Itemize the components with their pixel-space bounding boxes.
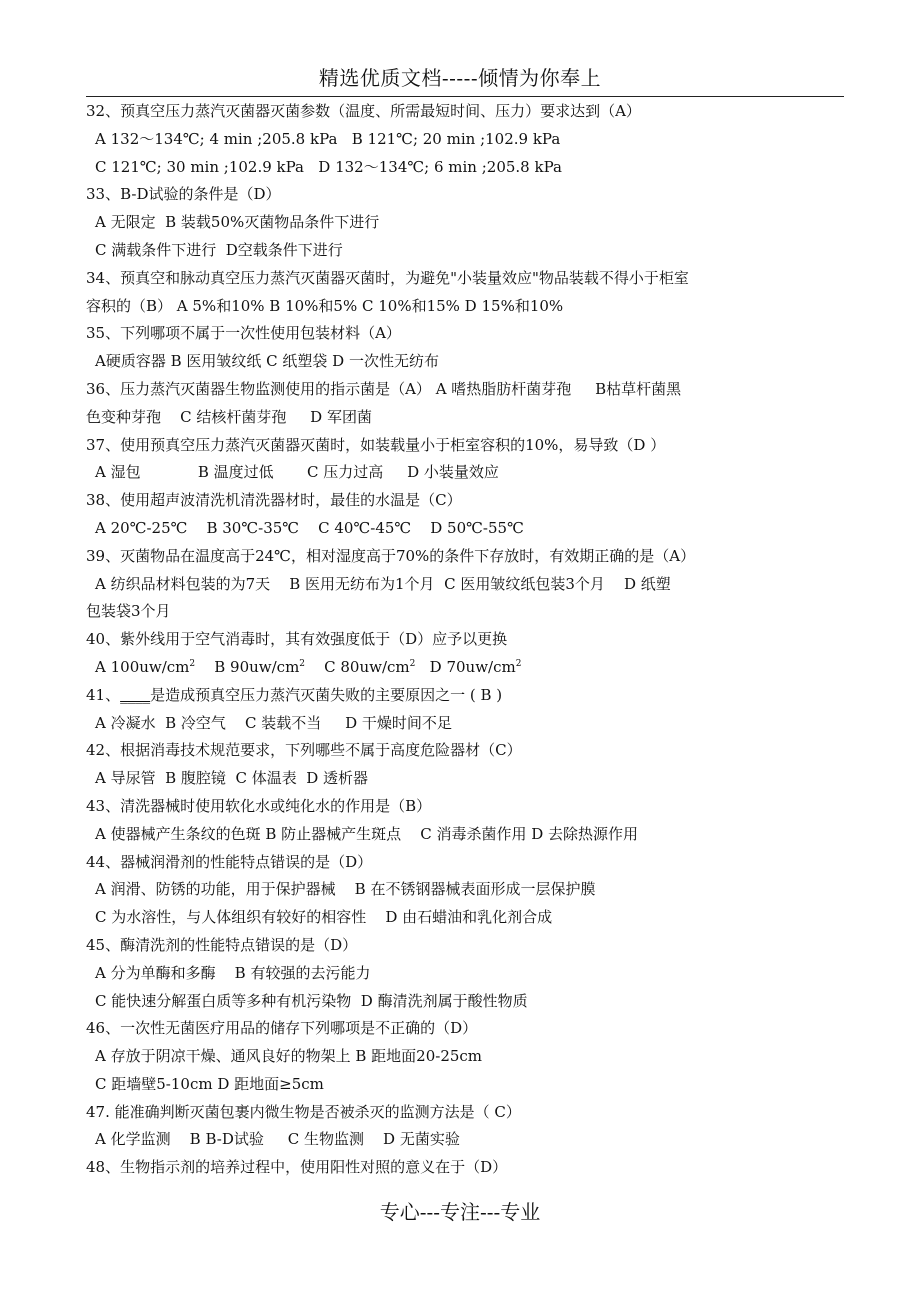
question-41-number: 41、 xyxy=(86,685,121,704)
superscript-2: 2 xyxy=(189,658,196,669)
question-33: 33、B-D试验的条件是（D） xyxy=(86,185,281,204)
options-40 xyxy=(86,654,844,682)
question-list xyxy=(86,98,844,1182)
options-46-a: A 存放于阴凉干燥、通风良好的物架上 B 距地面20-25cm xyxy=(95,1047,483,1066)
option-40-a: A 100uw/cm xyxy=(95,657,190,676)
options-44-b: C 为水溶性，与人体组织有较好的相容性 D 由石蜡油和乳化剂合成 xyxy=(95,908,553,927)
question-34: 34、预真空和脉动真空压力蒸汽灭菌器灭菌时，为避免"小装量效应"物品装载不得小于柜室 xyxy=(86,268,689,287)
superscript-2: 2 xyxy=(515,658,522,669)
question-45: 45、酶清洗剂的性能特点错误的是（D） xyxy=(86,935,358,954)
question-32: 32、预真空压力蒸汽灭菌器灭菌参数（温度、所需最短时间、压力）要求达到（A） xyxy=(86,102,641,120)
question-43: 43、清洗器械时使用软化水或纯化水的作用是（B） xyxy=(86,796,432,815)
question-44: 44、器械润滑剂的性能特点错误的是（D） xyxy=(86,852,373,871)
question-48: 48、生物指示剂的培养过程中，使用阳性对照的意义在于（D） xyxy=(86,1158,508,1177)
option-40-b: B 90uw/cm xyxy=(214,657,300,676)
superscript-2: 2 xyxy=(409,658,416,669)
options-38: A 20℃-25℃ B 30℃-35℃ C 40℃-45℃ D 50℃-55℃ xyxy=(95,518,524,537)
option-40-d: D 70uw/cm xyxy=(429,657,516,676)
options-45-a: A 分为单酶和多酶 B 有较强的去污能力 xyxy=(95,963,371,982)
page-footer: 专心---专注---专业 xyxy=(379,1200,541,1224)
options-45-b: C 能快速分解蛋白质等多种有机污染物 D 酶清洗剂属于酸性物质 xyxy=(95,991,528,1010)
question-36-cont: 色变种芽孢 C 结核杆菌芽孢 D 军团菌 xyxy=(86,407,372,426)
question-37: 37、使用预真空压力蒸汽灭菌器灭菌时，如装载量小于柜室容积的10%，易导致（D ） xyxy=(86,435,666,454)
options-37: A 湿包 B 温度过低 C 压力过高 D 小装量效应 xyxy=(95,463,499,482)
options-46-b: C 距墙壁5-10cm D 距地面≥5cm xyxy=(95,1074,324,1093)
question-34-cont: 容积的（B） A 5%和10% B 10%和5% C 10%和15% D 15%和10% xyxy=(86,296,564,315)
options-47: A 化学监测 B B-D试验 C 生物监测 D 无菌实验 xyxy=(95,1130,460,1149)
question-39: 39、灭菌物品在温度高于24℃，相对湿度高于70%的条件下存放时，有效期正确的是（A） xyxy=(86,546,696,565)
options-44-a: A 润滑、防锈的功能，用于保护器械 B 在不锈钢器械表面形成一层保护膜 xyxy=(95,880,596,899)
question-42: 42、根据消毒技术规范要求，下列哪些不属于高度危险器材（C） xyxy=(86,741,522,760)
options-39: A 纺织品材料包装的为7天 B 医用无纺布为1个月 C 医用皱纹纸包装3个月 D 纸塑 xyxy=(95,574,671,593)
question-47: 47. 能准确判断灭菌包裹内微生物是否被杀灭的监测方法是（ C） xyxy=(86,1102,521,1121)
question-36: 36、压力蒸汽灭菌器生物监测使用的指示菌是（A） A 嗜热脂肪杆菌芽孢 B枯草杆菌黑 xyxy=(86,379,682,398)
options-33-a: A 无限定 B 装载50%灭菌物品条件下进行 xyxy=(95,213,380,232)
question-40: 40、紫外线用于空气消毒时，其有效强度低于（D）应予以更换 xyxy=(86,630,508,649)
options-42: A 导尿管 B 腹腔镜 C 体温表 D 透析器 xyxy=(95,769,369,788)
fill-blank: ____ xyxy=(120,685,151,704)
question-35: 35、下列哪项不属于一次性使用包装材料（A） xyxy=(86,324,401,343)
options-33-b: C 满载条件下进行 D空载条件下进行 xyxy=(95,240,343,259)
options-32-b: C 121℃; 30 min ;102.9 kPa D 132～134℃; 6 min ;205.8 kPa xyxy=(95,157,562,176)
question-41 xyxy=(86,682,844,710)
page-header: 精选优质文档-----倾情为你奉上 xyxy=(318,66,602,90)
question-38: 38、使用超声波清洗机清洗器材时，最佳的水温是（C） xyxy=(86,491,462,510)
options-32-a: A 132～134℃; 4 min ;205.8 kPa B 121℃; 20 min ;102.9 kPa xyxy=(95,129,561,148)
superscript-2: 2 xyxy=(299,658,306,669)
options-43: A 使器械产生条纹的色斑 B 防止器械产生斑点 C 消毒杀菌作用 D 去除热源作用 xyxy=(95,824,639,843)
options-39-cont: 包装袋3个月 xyxy=(86,602,171,621)
question-41-text: 是造成预真空压力蒸汽灭菌失败的主要原因之一 ( B ) xyxy=(150,685,503,704)
options-41: A 冷凝水 B 冷空气 C 装载不当 D 干燥时间不足 xyxy=(95,713,452,732)
question-46: 46、一次性无菌医疗用品的储存下列哪项是不正确的（D） xyxy=(86,1019,478,1038)
header-divider xyxy=(86,96,844,97)
options-35: A硬质容器 B 医用皱纹纸 C 纸塑袋 D 一次性无纺布 xyxy=(95,352,439,371)
option-40-c: C 80uw/cm xyxy=(324,657,410,676)
